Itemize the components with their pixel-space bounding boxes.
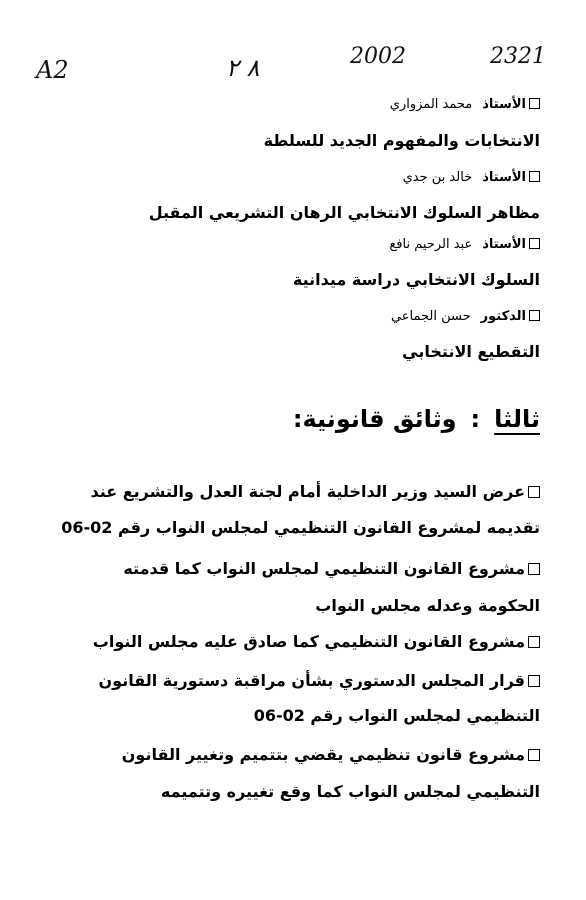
item-continuation: التنظيمي لمجلس النواب كما وقع تغييره وتتميمه bbox=[160, 782, 540, 801]
item-text: مشروع القانون التنظيمي لمجلس النواب كما قدمته bbox=[123, 559, 525, 578]
item-text: مشروع القانون التنظيمي كما صادق عليه مجلس النواب bbox=[92, 632, 525, 651]
legal-document-item bbox=[93, 632, 540, 651]
legal-document-item bbox=[99, 671, 541, 690]
author-name: محمد المزواري bbox=[389, 97, 473, 112]
handwritten-mark-arabic-number: ٨ ٢ bbox=[226, 54, 260, 82]
author-line bbox=[390, 97, 540, 112]
author-line bbox=[389, 237, 540, 252]
checkbox-icon bbox=[528, 486, 540, 498]
paper-title: الانتخابات والمفهوم الجديد للسلطة bbox=[263, 131, 540, 150]
paper-title: مظاهر السلوك الانتخابي الرهان التشريعي المقبل bbox=[148, 203, 540, 222]
author-label: الأستاذ bbox=[482, 170, 526, 185]
checkbox-icon bbox=[528, 675, 540, 687]
author-name: حسن الجماعي bbox=[390, 309, 471, 324]
section-heading bbox=[293, 405, 540, 433]
author-label: الأستاذ bbox=[482, 237, 526, 252]
paper-title: السلوك الانتخابي دراسة ميدانية bbox=[292, 270, 540, 289]
checkbox-icon bbox=[529, 171, 540, 182]
handwritten-mark-a2: A2 bbox=[36, 56, 69, 84]
author-name: عبد الرحيم نافع bbox=[389, 237, 473, 252]
item-text: قرار المجلس الدستوري بشأن مراقبة دستورية القانون bbox=[98, 671, 525, 690]
section-number: ثالثا bbox=[494, 405, 540, 433]
checkbox-icon bbox=[528, 749, 540, 761]
legal-document-item bbox=[123, 559, 540, 578]
author-line bbox=[403, 170, 540, 185]
checkbox-icon bbox=[529, 310, 540, 321]
checkbox-icon bbox=[528, 563, 540, 575]
item-continuation: التنظيمي لمجلس النواب رقم 02-06 bbox=[253, 706, 540, 725]
handwritten-mark-year: 2002 bbox=[350, 44, 406, 69]
checkbox-icon bbox=[529, 98, 540, 109]
item-text: عرض السيد وزير الداخلية أمام لجنة العدل والتشريع عند bbox=[90, 482, 525, 501]
author-line bbox=[391, 309, 540, 324]
checkbox-icon bbox=[529, 238, 540, 249]
handwritten-mark-reference: 2321 bbox=[490, 44, 546, 69]
paper-title: التقطيع الانتخابي bbox=[402, 342, 540, 361]
section-colon: : bbox=[470, 405, 481, 433]
author-label: الدكتور bbox=[480, 309, 526, 324]
item-continuation: الحكومة وعدله مجلس النواب bbox=[315, 596, 540, 615]
checkbox-icon bbox=[528, 636, 540, 648]
legal-document-item bbox=[90, 482, 540, 501]
author-label: الأستاذ bbox=[482, 97, 526, 112]
item-text: مشروع قانون تنظيمي يقضي بتتميم وتغيير القانون bbox=[121, 745, 525, 764]
item-continuation: تقديمه لمشروع القانون التنظيمي لمجلس النواب رقم 02-06 bbox=[61, 518, 540, 537]
section-title: وثائق قانونية: bbox=[292, 405, 457, 433]
author-name: خالد بن جدي bbox=[402, 170, 473, 185]
legal-document-item bbox=[122, 745, 540, 764]
